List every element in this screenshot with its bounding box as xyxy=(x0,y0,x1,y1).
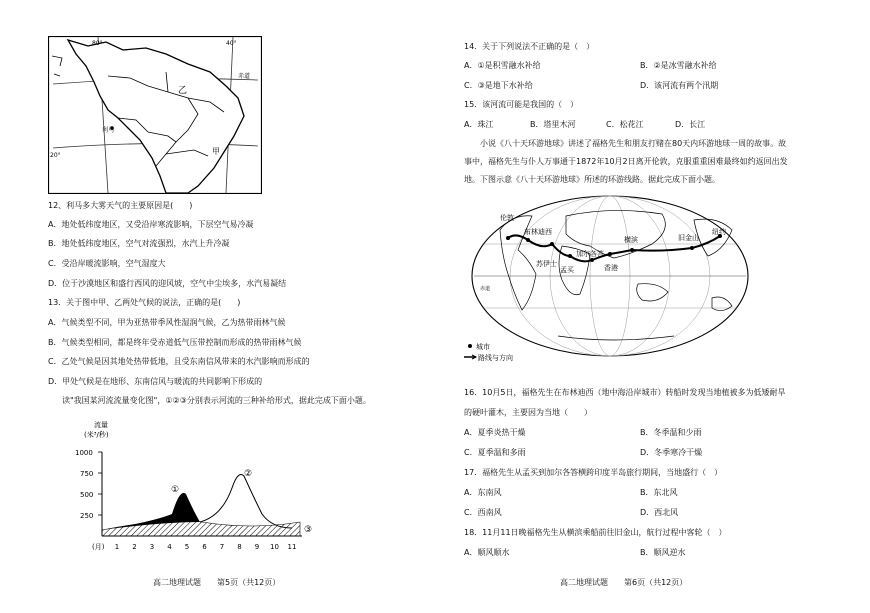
q17-stem: 17．福格先生从孟买到加尔各答横跨印度半岛旅行期间，当地盛行（ ） xyxy=(464,468,723,477)
chart-yunit: (米³/秒) xyxy=(84,431,109,439)
q14-option-b[interactable]: B．②是冰雪融水补给 xyxy=(640,61,717,70)
map1-lon-80: 80° xyxy=(92,40,103,47)
river-intro: 读"我国某河流流量变化图"，①②③分别表示河流的三种补给形式，据此完成下面小题。 xyxy=(62,396,371,405)
q12-option-a[interactable]: A．地处低纬度地区，又受沿岸寒流影响，下层空气易冷凝 xyxy=(48,220,254,229)
xtick-month-7: 7 xyxy=(219,543,225,551)
city-calcutta: 加尔各答 xyxy=(576,250,604,258)
q13-option-d[interactable]: D．甲处气候是在地形、东南信风与暖流的共同影响下形成的 xyxy=(48,377,263,386)
q14-option-d[interactable]: D．该河流有两个汛期 xyxy=(640,81,719,90)
passage-line-1: 小说《八十天环游地球》讲述了福格先生和朋友打赌在80天内环游地球一周的故事。故 xyxy=(480,139,787,148)
q16-option-b[interactable]: B．冬季温和少雨 xyxy=(640,428,702,437)
city-bombay: 孟买 xyxy=(560,266,574,274)
map1-lon-40: 40° xyxy=(226,40,237,47)
xtick-month-8: 8 xyxy=(237,543,242,551)
marker-1: ① xyxy=(171,485,180,495)
map1-label-jia: 甲 xyxy=(212,147,220,156)
map1-label-lima: 利马 xyxy=(102,127,115,134)
xtick-month-11: 11 xyxy=(287,543,297,551)
marker-3: ③ xyxy=(304,525,313,535)
ytick-750: 750 xyxy=(80,470,94,478)
xaxis-unit: (月) xyxy=(92,543,105,551)
q15-option-c[interactable]: C．松花江 xyxy=(606,120,644,129)
south-america-map xyxy=(48,36,262,194)
map2-equator-label: 赤道 xyxy=(480,286,491,292)
legend-route-label: 路线与方向 xyxy=(478,354,513,362)
xtick-month-1: 1 xyxy=(114,543,120,551)
q13-option-a[interactable]: A．气候类型不同，甲为亚热带季风性湿润气候，乙为热带雨林气候 xyxy=(48,318,286,327)
xtick-month-6: 6 xyxy=(202,543,207,551)
passage-line-3: 地。下图示意《八十天环游地球》所述的环游线路。据此完成下面小题。 xyxy=(464,175,720,184)
city-suez: 苏伊士 xyxy=(536,260,557,268)
q16-option-a[interactable]: A．夏季炎热干燥 xyxy=(464,428,526,437)
groundwater-area xyxy=(102,521,300,536)
rain-curve xyxy=(200,475,292,529)
q14-option-c[interactable]: C．③是地下水补给 xyxy=(464,81,533,90)
q17-option-c[interactable]: C．西南风 xyxy=(464,508,502,517)
legend-city-label: 城市 xyxy=(476,343,490,351)
ytick-500: 500 xyxy=(80,491,94,499)
q14-stem: 14．关于下列说法不正确的是（ ） xyxy=(464,42,595,51)
ytick-250: 250 xyxy=(80,512,94,520)
q12-stem: 12、利马多大雾天气的主要原因是( ) xyxy=(48,201,193,210)
xtick-month-4: 4 xyxy=(167,543,172,551)
q18-option-b[interactable]: B．顺风逆水 xyxy=(640,548,686,557)
right-footer: 高二地理试题 第6页（共12页） xyxy=(560,578,688,587)
city-brindisi: 布林迪西 xyxy=(524,228,552,236)
q12-option-d[interactable]: D．位于沙漠地区和盛行西风的迎风坡，空气中尘埃多，水汽易凝结 xyxy=(48,279,287,288)
chart-ylabel: 流量 xyxy=(94,421,108,429)
q16-stem-line-1: 16．10月5日，福格先生在布林迪西（地中海沿岸城市）转船时发现当地植被多为低矮耐旱 xyxy=(464,388,786,397)
q16-stem-line-2: 的硬叶灌木，主要因为当地（ ） xyxy=(464,408,592,417)
q12-option-b[interactable]: B．地处低纬度地区，空气对流强烈，水汽上升冷凝 xyxy=(48,239,230,248)
q16-option-c[interactable]: C．夏季温和多雨 xyxy=(464,448,526,457)
xtick-month-3: 3 xyxy=(149,543,155,551)
map1-equator-label: 赤道 xyxy=(238,73,251,80)
city-yokohama: 横滨 xyxy=(624,236,638,244)
q15-stem: 15．该河流可能是我国的（ ） xyxy=(464,100,579,109)
map1-lat-20: 20° xyxy=(50,152,61,159)
passage-line-2: 事中，福格先生与仆人万事通于1872年10月2日离开伦敦，克服重重困难最终如约返回出发 xyxy=(464,157,788,166)
q17-option-a[interactable]: A．东南风 xyxy=(464,488,502,497)
marker-2: ② xyxy=(244,469,253,479)
q18-stem: 18．11月11日晚福格先生从横滨乘船前往旧金山，航行过程中客轮（ ） xyxy=(464,528,727,537)
q15-option-b[interactable]: B．塔里木河 xyxy=(530,120,576,129)
q18-option-a[interactable]: A．顺风顺水 xyxy=(464,548,510,557)
left-footer: 高二地理试题 第5页（共12页） xyxy=(153,578,281,587)
xtick-month-2: 2 xyxy=(132,543,137,551)
river-discharge-chart xyxy=(62,418,332,560)
xtick-month-10: 10 xyxy=(270,543,279,551)
q13-option-c[interactable]: C．乙处气候是因其地处热带低地，且受东南信风带来的水汽影响而形成的 xyxy=(48,357,310,366)
q15-option-d[interactable]: D．长江 xyxy=(675,120,706,129)
city-newyork: 纽约 xyxy=(712,228,726,236)
q17-option-b[interactable]: B．东北风 xyxy=(640,488,678,497)
q16-option-d[interactable]: D．冬季寒冷干燥 xyxy=(640,448,703,457)
q14-option-a[interactable]: A．①是积雪融水补给 xyxy=(464,61,541,70)
city-sanfrancisco: 旧金山 xyxy=(678,234,699,242)
xtick-month-9: 9 xyxy=(254,543,260,551)
q17-option-d[interactable]: D．西北风 xyxy=(640,508,679,517)
q13-option-b[interactable]: B．气候类型相同，都是终年受赤道低气压带控制而形成的热带雨林气候 xyxy=(48,338,302,347)
world-route-map xyxy=(462,194,758,372)
q12-option-c[interactable]: C．受沿岸暖流影响，空气湿度大 xyxy=(48,259,166,268)
q13-stem: 13．关于图中甲、乙两处气候的说法，正确的是( ) xyxy=(48,298,241,307)
ytick-1000: 1000 xyxy=(75,449,93,457)
city-london: 伦敦 xyxy=(500,214,514,222)
q15-option-a[interactable]: A．珠江 xyxy=(464,120,494,129)
city-hongkong: 香港 xyxy=(604,264,618,272)
xtick-month-5: 5 xyxy=(184,543,190,551)
map1-label-yi: 乙 xyxy=(178,86,188,96)
